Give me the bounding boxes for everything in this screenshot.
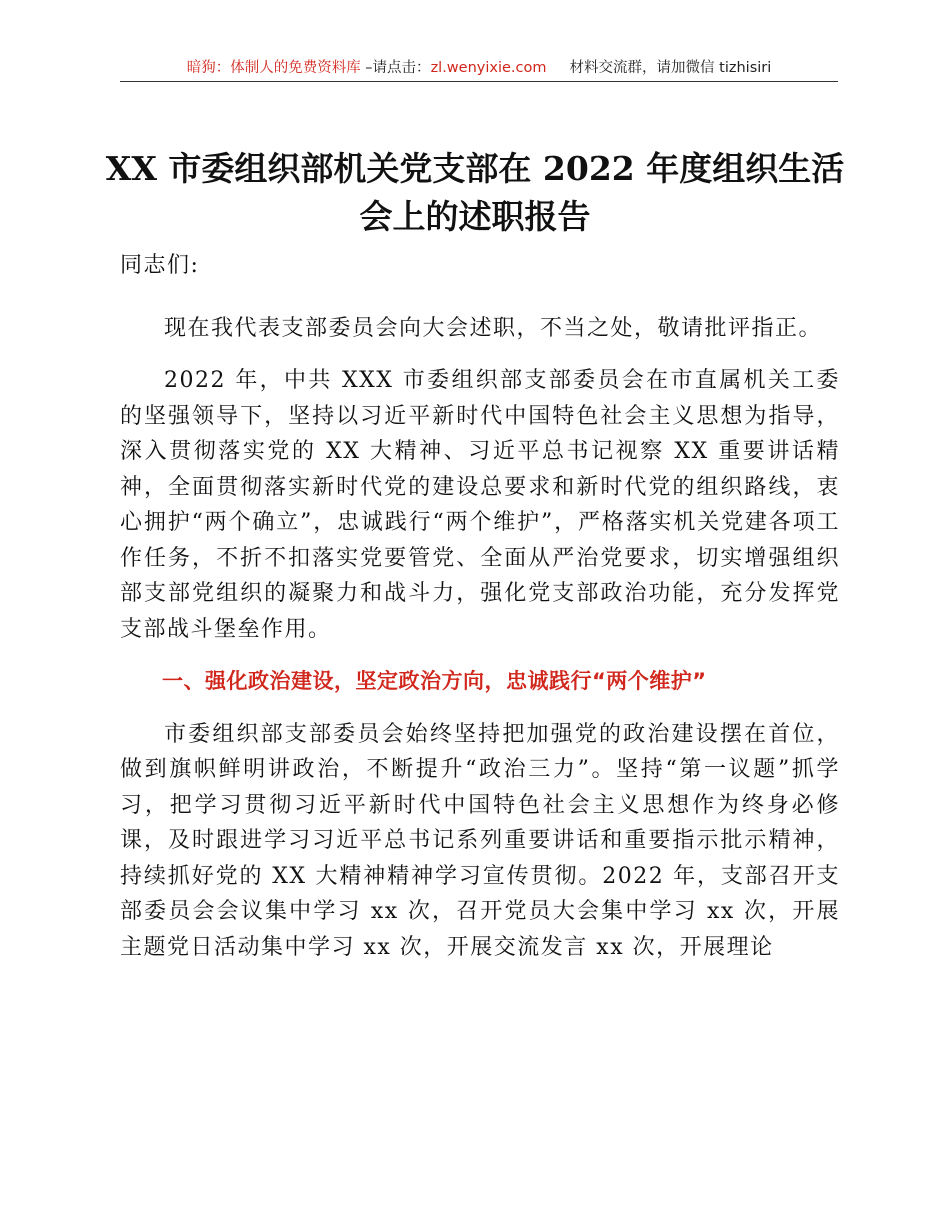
paragraph-overview: 2022 年，中共 XXX 市委组织部支部委员会在市直属机关工委的坚强领导下，坚持以习近平新时代中国特色社会主义思想为指导，深入贯彻落实党的 XX 大精神、习近平总书记视察 XX 重要讲话精神，全面贯彻落实新时代党的建设总要求和新时代党的组织路线，衷心拥护“两个确立”，忠诚践行“两个维护”，严格落实机关党建各项工作任务，不折不扣落实党要管党、全面从严治党要求，切实增强组织部支部党组织的凝聚力和战斗力，强化党支部政治功能，充分发挥党支部战斗堡垒作用。 bbox=[120, 368, 840, 642]
header-divider bbox=[120, 81, 838, 82]
header-click-prompt: –请点击： bbox=[360, 60, 431, 76]
paragraph-section-1: 市委组织部支部委员会始终坚持把加强党的政治建设摆在首位，做到旗帜鲜明讲政治，不断提升“政治三力”。坚持“第一议题”抓学习，把学习贯彻习近平新时代中国特色社会主义思想作为终身必修课，及时跟进学习习近平总书记系列重要讲话和重要指示批示精神，持续抓好党的 XX 大精神精神学习宣传贯彻。2022 年，支部召开支部委员会会议集中学习 xx 次，召开党员大会集中学习 xx 次，开展主题党日活动集中学习 xx 次，开展交流发言 xx 次，开展理论 bbox=[120, 721, 840, 960]
header-group-text: 材料交流群，请加微信 tizhisiri bbox=[546, 60, 772, 76]
page-header bbox=[120, 58, 838, 78]
header-site-name: 暗狗：体制人的免费资料库 bbox=[186, 60, 361, 76]
header-url-link[interactable]: zl.wenyixie.com bbox=[430, 60, 547, 76]
document-body bbox=[120, 248, 840, 982]
document-title bbox=[105, 145, 845, 241]
section-heading-1: 一、强化政治建设，坚定政治方向，忠诚践行“两个维护” bbox=[162, 669, 707, 693]
title-line-1: XX 市委组织部机关党支部在 2022 年度组织生活 bbox=[105, 149, 845, 188]
salutation: 同志们: bbox=[120, 253, 200, 278]
title-line-2: 会上的述职报告 bbox=[359, 197, 591, 236]
paragraph-intro: 现在我代表支部委员会向大会述职，不当之处，敬请批评指正。 bbox=[164, 315, 823, 341]
